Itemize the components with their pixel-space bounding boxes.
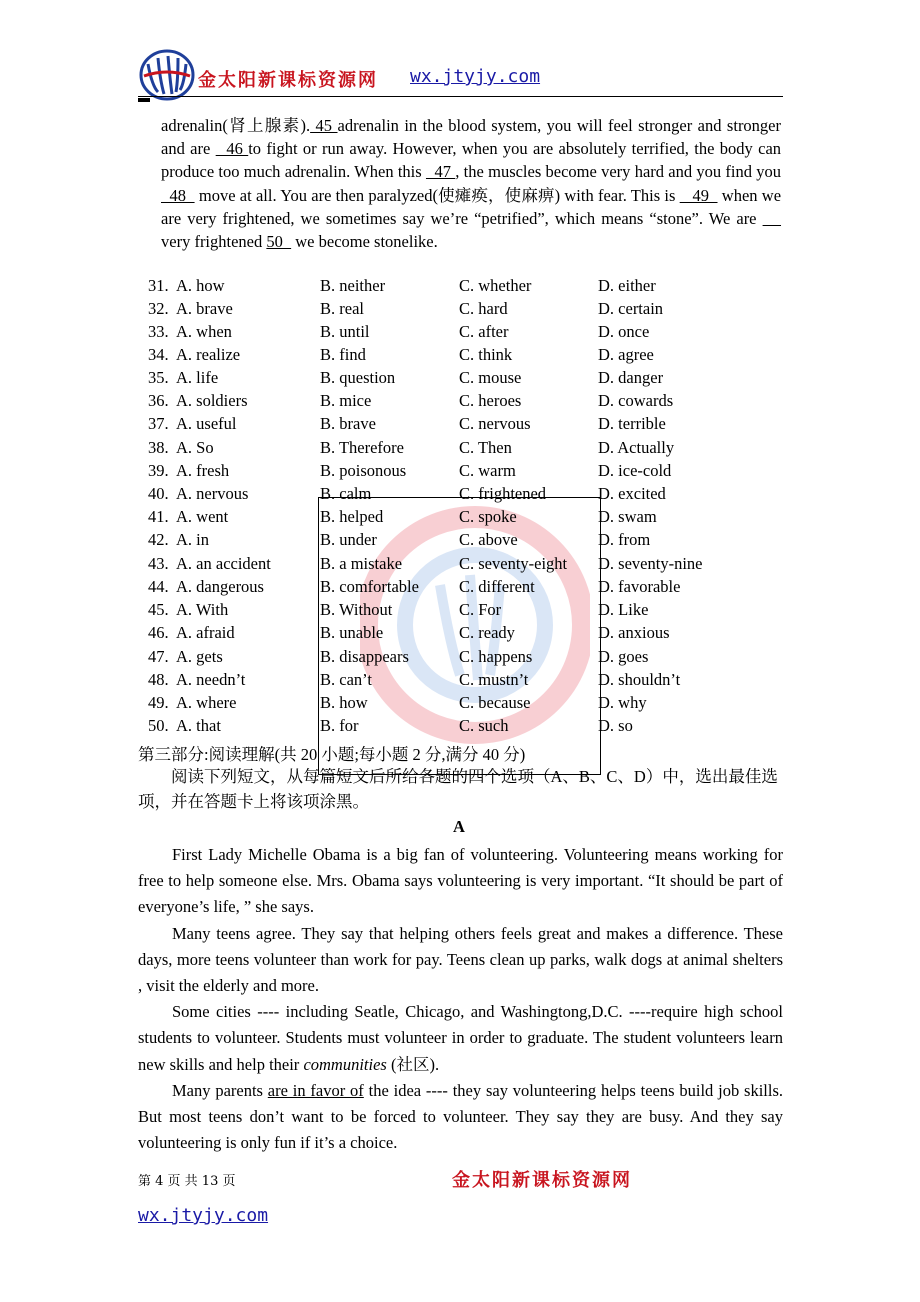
option-c: C. warm (459, 461, 516, 480)
question-number: 32. (148, 299, 169, 318)
option-c: C. Then (459, 438, 512, 457)
question-number: 46. (148, 623, 169, 642)
option-d: D. so (598, 716, 633, 735)
option-d: D. danger (598, 368, 664, 387)
option-c: C. whether (459, 276, 532, 295)
option-d: D. terrible (598, 414, 666, 433)
option-d: D. Like (598, 600, 649, 619)
blank-46: 46 (215, 139, 249, 159)
article-paragraph (138, 1078, 783, 1157)
option-b: B. under (320, 530, 377, 549)
option-d: D. ice-cold (598, 461, 672, 480)
option-c: C. mouse (459, 368, 522, 387)
option-d: D. either (598, 276, 656, 295)
blank-45: 45 (310, 116, 338, 135)
option-b: B. helped (320, 507, 384, 526)
passage-text: adrenalin(肾上腺素). (161, 116, 311, 135)
option-c: C. hard (459, 299, 508, 318)
option-c: C. happens (459, 647, 533, 666)
option-d: D. anxious (598, 623, 670, 642)
article-text: Many parents (172, 1080, 263, 1100)
option-b: B. find (320, 345, 366, 364)
question-number: 33. (148, 322, 169, 341)
footer-brand: 金太阳新课标资源网 (452, 1170, 632, 1191)
option-b: B. brave (320, 414, 376, 433)
option-c: C. frightened (459, 484, 547, 503)
option-d: D. excited (598, 484, 666, 503)
option-b: B. mice (320, 391, 372, 410)
option-c: C. nervous (459, 414, 531, 433)
header-divider (138, 96, 783, 97)
passage-text: , the muscles become very hard and you find you (455, 162, 781, 182)
question-number: 42. (148, 530, 169, 549)
question-number: 34. (148, 345, 169, 364)
article-text: (社区). (390, 1054, 440, 1074)
option-d: D. shouldn’t (598, 670, 681, 689)
reading-article (138, 842, 783, 1156)
option-d: D. seventy-nine (598, 554, 703, 573)
passage-text: adrenalin in the blood system, you will feel stronger and stronger and are (161, 116, 782, 159)
option-b: B. comfortable (320, 577, 419, 596)
question-number: 47. (148, 647, 169, 666)
option-c: C. such (459, 716, 509, 735)
option-a: A. when (176, 322, 232, 341)
option-a: A. went (176, 507, 229, 526)
option-a: A. how (176, 276, 225, 295)
option-a: A. useful (176, 414, 237, 433)
option-c: C. heroes (459, 391, 522, 410)
option-c: C. seventy-eight (459, 554, 568, 573)
option-d: D. cowards (598, 391, 674, 410)
option-a: A. that (176, 716, 221, 735)
question-number: 39. (148, 461, 169, 480)
passage-text: when we are very frightened, we sometimes say we’re “petrified”, which means “stone”. We are (161, 185, 782, 228)
article-text: the idea ---- they say volunteering helps teens build job skills. But most teens don’t want to be forced to volunteer. They say they are busy. And they say volunteering is only fun if it’s a choice. (138, 1080, 783, 1153)
option-a: A. needn’t (176, 670, 246, 689)
option-c: C. For (459, 600, 502, 619)
option-c: C. above (459, 530, 518, 549)
option-c: C. mustn’t (459, 670, 529, 689)
section-title: 第三部分:阅读理解(共 20 小题;每小题 2 分,满分 40 分) (138, 745, 526, 764)
option-b: B. Without (320, 600, 393, 619)
question-number: 40. (148, 484, 169, 503)
option-b: B. can’t (320, 670, 372, 689)
option-d: D. agree (598, 345, 654, 364)
option-a: A. realize (176, 345, 241, 364)
option-b: B. question (320, 368, 396, 387)
question-number: 44. (148, 577, 169, 596)
option-b: B. poisonous (320, 461, 407, 480)
option-b: B. unable (320, 623, 384, 642)
question-number: 41. (148, 507, 169, 526)
option-d: D. favorable (598, 577, 681, 596)
option-a: A. soldiers (176, 391, 248, 410)
question-number: 45. (148, 600, 169, 619)
question-number: 35. (148, 368, 169, 387)
cloze-passage (161, 114, 781, 253)
option-a: A. brave (176, 299, 233, 318)
option-d: D. from (598, 530, 651, 549)
option-d: D. Actually (598, 438, 675, 457)
passage-text: to fight or run away. However, when you are absolutely terrified, the body can produce too much adrenalin. When this (161, 139, 782, 182)
option-c: C. after (459, 322, 509, 341)
option-d: D. goes (598, 647, 649, 666)
option-d: D. why (598, 693, 647, 712)
option-a: A. life (176, 368, 219, 387)
option-d: D. swam (598, 507, 657, 526)
option-b: B. for (320, 716, 359, 735)
article-text: Some cities ---- including Seatle, Chicago, and Washingtong,D.C. ----require high school students to volunteer. Students must volunteer in order to graduate. The student volunteers learn new skills and help their (138, 1002, 783, 1074)
blank-48: 48 (161, 185, 195, 205)
option-a: A. afraid (176, 623, 235, 642)
option-a: A. fresh (176, 461, 230, 480)
option-b: B. how (320, 693, 368, 712)
footer-url-link[interactable]: wx.jtyjy.com (138, 1205, 269, 1226)
question-number: 49. (148, 693, 169, 712)
option-b: B. a mistake (320, 554, 403, 573)
option-b: B. disappears (320, 647, 409, 666)
option-b: B. calm (320, 484, 372, 503)
option-a: A. dangerous (176, 577, 264, 596)
article-paragraph (138, 999, 783, 1078)
blank-empty: _ (762, 208, 782, 228)
passage-text: move at all. You are then paralyzed(使瘫痪，使麻痹) with fear. This is (198, 185, 676, 205)
option-c: C. spoke (459, 507, 517, 526)
option-b: B. neither (320, 276, 386, 295)
question-number: 43. (148, 554, 169, 573)
passage-text: we become stonelike. (295, 232, 438, 252)
article-paragraph: First Lady Michelle Obama is a big fan of volunteering. Volunteering means working for free to help someone else. Mrs. Obama says volunteering is very important. “It should be part of everyone’s life, ” she says. (138, 845, 783, 917)
question-number: 37. (148, 414, 169, 433)
section-instructions: 阅读下列短文，从每篇短文后所给各题的四个选项（A、B、C、D）中，选出最佳选项，并在答题卡上将该项涂黑。 (138, 767, 778, 811)
option-c: C. because (459, 693, 531, 712)
passage-text: very frightened (161, 232, 263, 252)
part-title: A (453, 817, 465, 836)
option-d: D. certain (598, 299, 664, 318)
page-number: 第 4 页 共 13 页 (138, 1174, 236, 1189)
question-number: 38. (148, 438, 169, 457)
article-underlined-phrase: are in favor of (267, 1080, 364, 1100)
option-a: A. gets (176, 647, 223, 666)
option-c: C. think (459, 345, 513, 364)
question-number: 31. (148, 276, 169, 295)
option-a: A. nervous (176, 484, 249, 503)
question-number: 48. (148, 670, 169, 689)
article-emphasis: communities (303, 1054, 387, 1074)
option-a: A. in (176, 530, 209, 549)
option-d: D. once (598, 322, 650, 341)
option-a: A. So (176, 438, 214, 457)
option-b: B. real (320, 299, 364, 318)
blank-47: 47 (425, 162, 456, 182)
option-b: B. Therefore (320, 438, 404, 457)
header-url-link[interactable]: wx.jtyjy.com (410, 66, 541, 87)
question-number: 36. (148, 391, 169, 410)
option-a: A. With (176, 600, 229, 619)
option-a: A. where (176, 693, 237, 712)
option-c: C. ready (459, 623, 515, 642)
article-paragraph: Many teens agree. They say that helping others feels great and makes a difference. These days, more teens volunteer than work for pay. Teens clean up parks, walk dogs at animal shelters , visit the elderly and more. (138, 923, 783, 996)
header-brand: 金太阳新课标资源网 (198, 70, 378, 91)
option-b: B. until (320, 322, 370, 341)
option-a: A. an accident (176, 554, 271, 573)
blank-49: 49 (679, 185, 718, 205)
question-number: 50. (148, 716, 169, 735)
blank-50: 50 (266, 232, 292, 252)
option-c: C. different (459, 577, 535, 596)
